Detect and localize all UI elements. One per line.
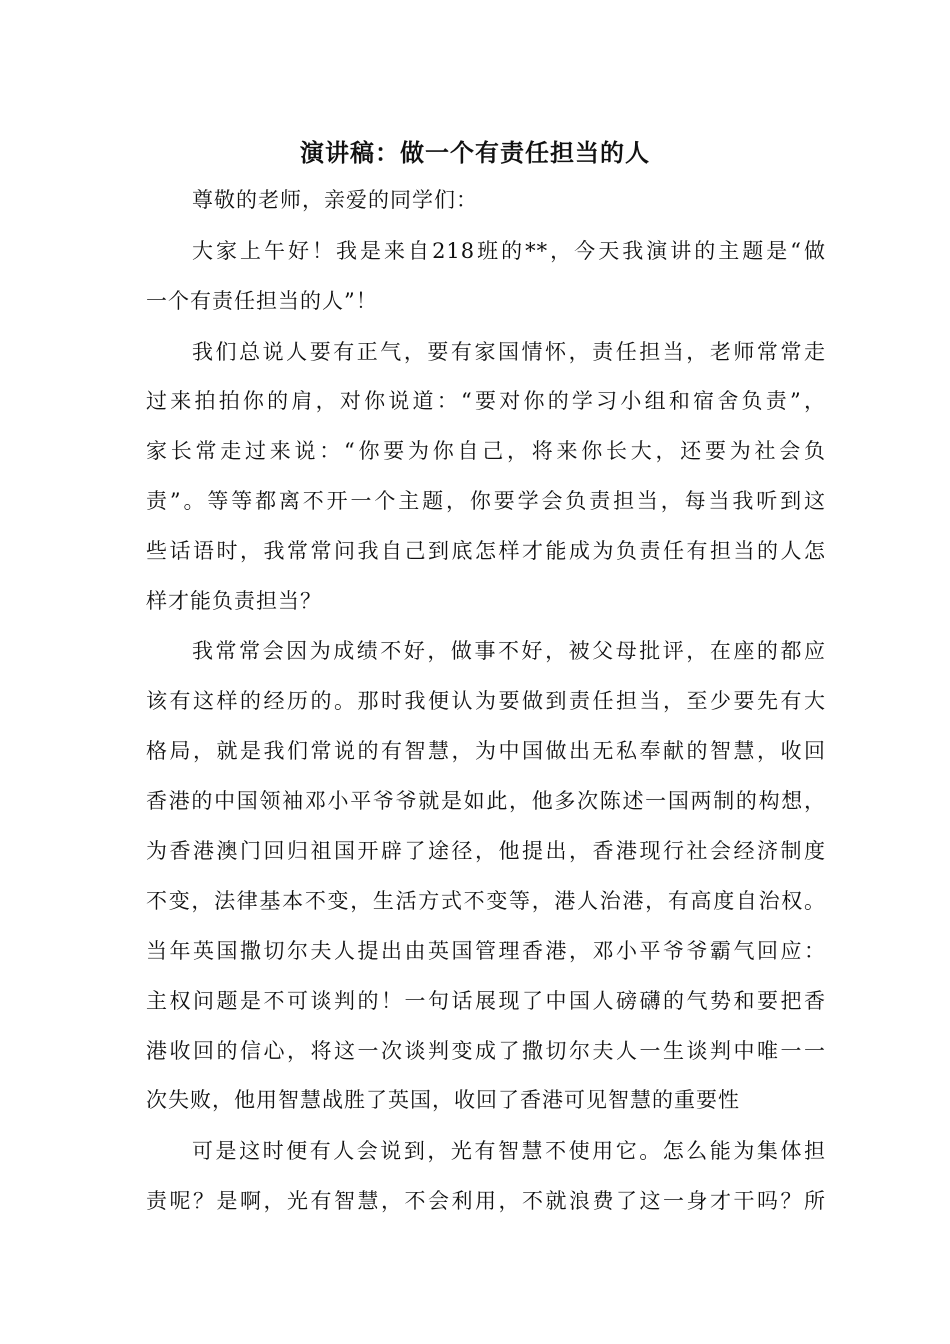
text-line: 我们总说人要有正气，要有家国情怀，责任担当，老师常常走 <box>192 340 826 364</box>
text-line: 家长常走过来说：“你要为你自己，将来你长大，还要为社会负 <box>146 439 826 463</box>
text-line: 次失败，他用智慧战胜了英国，收回了香港可见智慧的重要性 <box>146 1088 740 1112</box>
text-line: 一个有责任担当的人”！ <box>146 289 378 313</box>
text-line: 些话语时，我常常问我自己到底怎样才能成为负责任有担当的人怎 <box>146 539 826 563</box>
text-line: 责呢？是啊，光有智慧，不会利用，不就浪费了这一身才干吗？所 <box>146 1189 826 1213</box>
text-line: 香港的中国领袖邓小平爷爷就是如此，他多次陈述一国两制的构想， <box>146 789 826 813</box>
text-line: 主权问题是不可谈判的！一句话展现了中国人磅礴的气势和要把香 <box>146 989 826 1013</box>
text-line: 样才能负责担当？ <box>146 589 322 613</box>
text-line: 责”。等等都离不开一个主题，你要学会负责担当，每当我听到这 <box>146 489 826 513</box>
text-line: 为香港澳门回归祖国开辟了途径，他提出，香港现行社会经济制度 <box>146 839 826 863</box>
text-line: 该有这样的经历的。那时我便认为要做到责任担当，至少要先有大 <box>146 689 826 713</box>
text-line: 格局，就是我们常说的有智慧，为中国做出无私奉献的智慧，收回 <box>146 739 826 763</box>
text-line: 过来拍拍你的肩，对你说道：“要对你的学习小组和宿舍负责”， <box>146 389 826 413</box>
document-title: 演讲稿：做一个有责任担当的人 <box>300 138 650 167</box>
text-line: 港收回的信心，将这一次谈判变成了撒切尔夫人一生谈判中唯一一 <box>146 1039 826 1063</box>
text-line: 大家上午好！我是来自218班的**，今天我演讲的主题是“做 <box>192 239 826 263</box>
text-line: 当年英国撒切尔夫人提出由英国管理香港，邓小平爷爷霸气回应： <box>146 939 826 963</box>
text-line: 我常常会因为成绩不好，做事不好，被父母批评，在座的都应 <box>192 639 826 663</box>
text-line: 可是这时便有人会说到，光有智慧不使用它。怎么能为集体担 <box>192 1139 826 1163</box>
text-line: 不变，法律基本不变，生活方式不变等，港人治港，有高度自治权。 <box>146 889 826 913</box>
salutation-line: 尊敬的老师，亲爱的同学们： <box>192 188 478 212</box>
